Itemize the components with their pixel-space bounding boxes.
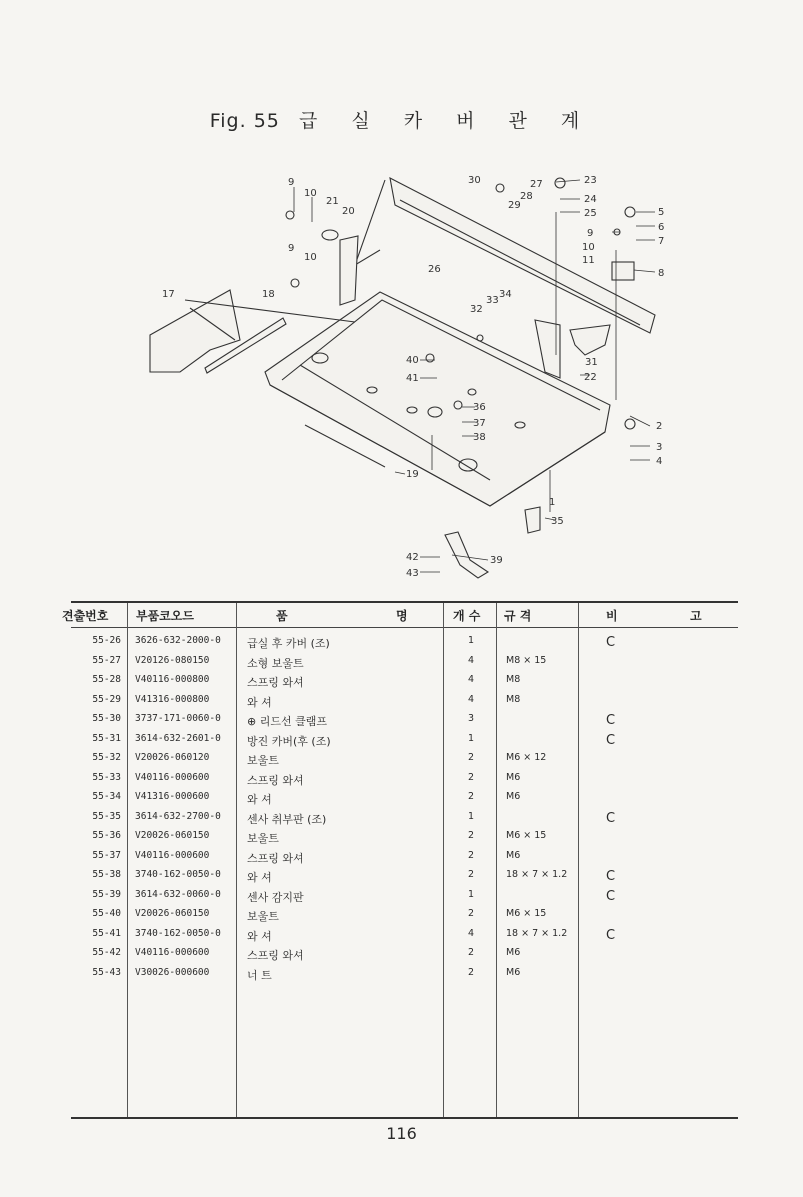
- cell-quantity: 1: [467, 635, 475, 646]
- cell-quantity: 2: [467, 849, 475, 861]
- table-row: [71, 848, 738, 868]
- callout-5: 5: [658, 207, 665, 218]
- callout-9-mid: 9: [288, 243, 295, 254]
- cell-spec: M6: [506, 791, 521, 802]
- cell-index-no: 55-43: [92, 966, 121, 978]
- callout-37: 37: [473, 418, 486, 429]
- cell-spec: M6 × 15: [506, 908, 547, 919]
- callout-39: 39: [490, 555, 503, 566]
- callout-27: 27: [530, 179, 543, 190]
- callout-8: 8: [658, 268, 665, 279]
- cell-part-name: 소형 보울트: [247, 656, 304, 670]
- cell-part-name: ⊕ 리드선 클램프: [247, 715, 327, 728]
- table-row: [71, 926, 738, 946]
- cell-quantity: 4: [467, 927, 475, 939]
- callout-41: 41: [406, 373, 419, 384]
- cell-note: C: [606, 732, 616, 748]
- cell-index-no: 55-39: [92, 888, 121, 900]
- table-top-rule: [71, 601, 738, 603]
- callout-33: 33: [486, 295, 499, 306]
- table-row: [71, 789, 738, 809]
- callout-28: 28: [520, 191, 533, 202]
- cell-part-code: V30026-000600: [135, 966, 210, 978]
- cell-quantity: 2: [467, 966, 475, 978]
- cell-part-name: 보울트: [247, 910, 279, 923]
- callout-9-right: 9: [587, 228, 594, 239]
- cell-spec: M6 × 15: [506, 830, 547, 841]
- cell-quantity: 2: [467, 830, 475, 841]
- callout-23: 23: [584, 175, 597, 186]
- cell-index-no: 55-41: [92, 927, 121, 939]
- cell-part-name: 급실 후 카버 (조): [247, 637, 330, 650]
- callout-19: 19: [406, 469, 419, 480]
- table-row: [71, 653, 738, 673]
- cell-index-no: 55-32: [92, 752, 121, 763]
- cell-index-no: 55-37: [92, 849, 121, 861]
- cell-part-name: 보울트: [247, 832, 279, 845]
- callout-10-top: 10: [304, 188, 317, 199]
- cell-part-code: 3737-171-0060-0: [135, 713, 221, 724]
- cell-part-name: 와 셔: [247, 793, 272, 806]
- callout-32: 32: [470, 304, 483, 315]
- table-row: [71, 692, 738, 712]
- header-part-code: 부품코오드: [136, 609, 194, 623]
- cell-part-code: 3614-632-0060-0: [135, 888, 221, 900]
- cell-quantity: 3: [467, 713, 475, 724]
- figure-caption: 급 실 카 버 관 계: [298, 110, 594, 132]
- cell-index-no: 55-31: [92, 732, 121, 744]
- cell-quantity: 2: [467, 752, 475, 763]
- cell-spec: M6: [506, 771, 521, 783]
- callout-26: 26: [428, 264, 441, 275]
- table-row: [71, 731, 738, 751]
- header-name-left: 품: [276, 609, 288, 623]
- header-note-left: 비: [606, 609, 618, 623]
- header-quantity: 개 수: [453, 609, 481, 623]
- cell-part-name: 스프링 와셔: [247, 676, 304, 689]
- cell-part-name: 와 셔: [247, 871, 272, 884]
- table-row: [71, 809, 738, 829]
- callout-3: 3: [656, 442, 663, 453]
- cell-spec: M8: [506, 674, 521, 685]
- cell-index-no: 55-36: [92, 830, 121, 841]
- header-index-no: 견출번호: [62, 609, 109, 623]
- side-panel-part-20: [340, 236, 358, 305]
- cell-spec: M6: [506, 947, 521, 958]
- cell-part-name: 센사 취부판 (조): [247, 812, 327, 826]
- callout-35: 35: [551, 516, 564, 527]
- cell-part-code: V40116-000800: [135, 674, 210, 685]
- cell-part-code: 3740-162-0050-0: [135, 927, 221, 939]
- callout-10-right: 10: [582, 242, 595, 253]
- cell-spec: M6: [506, 849, 521, 861]
- cell-quantity: 2: [467, 869, 475, 880]
- cell-part-code: V40116-000600: [135, 771, 210, 783]
- cell-part-name: 스프링 와셔: [247, 773, 304, 787]
- table-row: [71, 906, 738, 926]
- cell-note: C: [606, 888, 616, 904]
- cell-part-code: V20026-060120: [135, 752, 210, 763]
- callout-22: 22: [584, 372, 597, 383]
- cell-spec: M8: [506, 693, 521, 705]
- header-note-right: 고: [690, 609, 702, 623]
- cell-spec: 18 × 7 × 1.2: [506, 869, 568, 880]
- cell-part-name: 스프링 와셔: [247, 851, 304, 865]
- cell-index-no: 55-28: [92, 674, 121, 685]
- table-row: [71, 965, 738, 985]
- cell-part-code: 3614-632-2700-0: [135, 810, 221, 822]
- cell-spec: M8 × 15: [506, 654, 547, 666]
- page-number: 116: [386, 1124, 417, 1143]
- cell-spec: 18 × 7 × 1.2: [506, 927, 568, 939]
- cell-index-no: 55-26: [92, 635, 121, 646]
- cell-part-code: V40116-000600: [135, 849, 210, 861]
- callout-2: 2: [656, 421, 663, 432]
- cell-part-name: 스프링 와셔: [247, 949, 304, 962]
- cell-note: C: [606, 635, 616, 650]
- dust-cover-part-31: [570, 325, 610, 355]
- sensor-bracket-part-35: [525, 507, 540, 533]
- cell-part-code: V20026-060150: [135, 830, 210, 841]
- cell-quantity: 2: [467, 908, 475, 919]
- cell-quantity: 1: [467, 732, 475, 744]
- table-row: [71, 887, 738, 907]
- table-row: [71, 828, 738, 848]
- sensor-plate-part-39: [445, 532, 488, 578]
- cell-quantity: 2: [467, 947, 475, 958]
- table-row: [71, 711, 738, 731]
- cell-quantity: 4: [467, 654, 475, 666]
- cell-part-code: V20026-060150: [135, 908, 210, 919]
- cell-spec: M6: [506, 966, 521, 978]
- callout-43: 43: [406, 568, 419, 579]
- callout-31: 31: [585, 357, 598, 368]
- cell-part-name: 센사 감지판: [247, 890, 304, 904]
- callout-40: 40: [406, 355, 419, 366]
- cell-quantity: 2: [467, 771, 475, 783]
- cell-index-no: 55-27: [92, 654, 121, 666]
- callout-9-top: 9: [288, 177, 295, 188]
- cell-index-no: 55-34: [92, 791, 121, 802]
- cell-part-code: V20126-080150: [135, 654, 210, 666]
- callout-34: 34: [499, 289, 512, 300]
- callout-10-mid: 10: [304, 252, 317, 263]
- cell-note: C: [606, 810, 616, 826]
- callout-18: 18: [262, 289, 275, 300]
- callout-38: 38: [473, 432, 486, 443]
- callout-7: 7: [658, 236, 665, 247]
- cell-index-no: 55-42: [92, 947, 121, 958]
- cell-part-code: V41316-000600: [135, 791, 210, 802]
- cell-index-no: 55-33: [92, 771, 121, 783]
- cell-part-name: 와 셔: [247, 929, 272, 943]
- cell-index-no: 55-38: [92, 869, 121, 880]
- callout-11: 11: [582, 255, 595, 266]
- table-bottom-rule: [71, 1117, 738, 1119]
- table-row: [71, 672, 738, 692]
- cell-note: C: [606, 713, 616, 728]
- callout-24: 24: [584, 194, 597, 205]
- cell-index-no: 55-29: [92, 693, 121, 705]
- table-row: [71, 750, 738, 770]
- cell-part-code: V40116-000600: [135, 947, 210, 958]
- callout-25: 25: [584, 208, 597, 219]
- cell-part-code: V41316-000800: [135, 693, 210, 705]
- cell-part-name: 보울트: [247, 754, 279, 767]
- callout-1: 1: [549, 497, 556, 508]
- callout-6: 6: [658, 222, 665, 233]
- cell-quantity: 1: [467, 888, 475, 900]
- figure-number: Fig. 55: [209, 110, 280, 132]
- cell-quantity: 4: [467, 674, 475, 685]
- cell-index-no: 55-40: [92, 908, 121, 919]
- cell-part-name: 너 트: [247, 968, 272, 982]
- table-row: [71, 945, 738, 965]
- cell-part-code: 3614-632-2601-0: [135, 732, 221, 744]
- cell-part-code: 3740-162-0050-0: [135, 869, 221, 880]
- table-row: [71, 867, 738, 887]
- callout-42: 42: [406, 552, 419, 563]
- cell-note: C: [606, 927, 616, 943]
- cell-quantity: 4: [467, 693, 475, 705]
- table-row: [71, 770, 738, 790]
- cell-index-no: 55-30: [92, 713, 121, 724]
- cell-part-code: 3626-632-2000-0: [135, 635, 221, 646]
- callout-17: 17: [162, 289, 175, 300]
- cell-spec: M6 × 12: [506, 752, 547, 763]
- cell-part-name: 방진 카버(후 (조): [247, 734, 331, 748]
- bracket-part-8: [612, 262, 634, 280]
- cell-note: C: [606, 869, 616, 884]
- cell-quantity: 2: [467, 791, 475, 802]
- callout-29: 29: [508, 200, 521, 211]
- callout-20: 20: [342, 206, 355, 217]
- table-row: [71, 633, 738, 653]
- cell-part-name: 와 셔: [247, 695, 272, 709]
- callout-30: 30: [468, 175, 481, 186]
- callout-21: 21: [326, 196, 339, 207]
- cell-index-no: 55-35: [92, 810, 121, 822]
- callout-4: 4: [656, 456, 663, 467]
- cell-quantity: 1: [467, 810, 475, 822]
- header-spec: 규 격: [504, 609, 532, 623]
- header-name-right: 명: [396, 609, 408, 623]
- table-header-rule: [71, 627, 738, 628]
- callout-36: 36: [473, 402, 486, 413]
